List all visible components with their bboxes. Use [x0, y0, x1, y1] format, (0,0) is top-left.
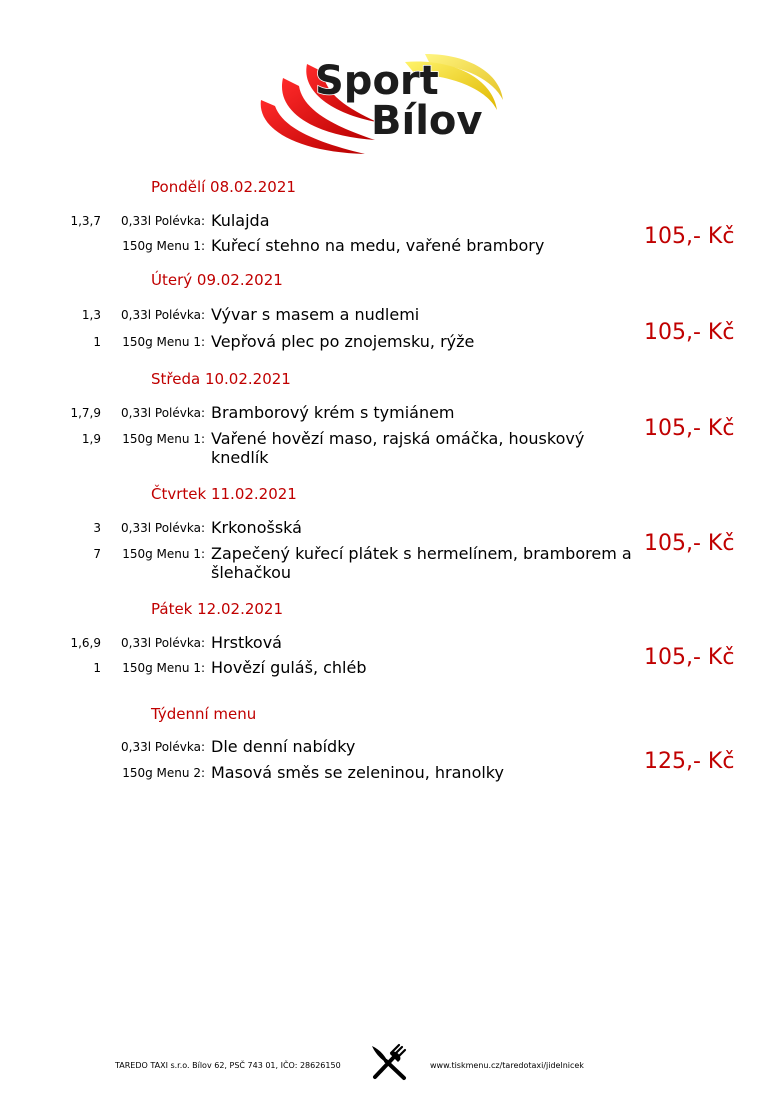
day-title: Čtvrtek 11.02.2021 — [151, 485, 297, 503]
portion-label: 150g Menu 2: — [122, 766, 205, 780]
day-title: Týdenní menu — [151, 705, 257, 723]
portion-label: 0,33l Polévka: — [121, 308, 205, 322]
portion-label: 150g Menu 1: — [122, 661, 205, 675]
allergens: 1,6,9 — [70, 636, 101, 650]
dish-name: Dle denní nabídky — [211, 737, 356, 756]
dish-name: Vepřová plec po znojemsku, rýže — [211, 332, 475, 351]
price: 105,- Kč — [644, 531, 735, 556]
portion-label: 0,33l Polévka: — [121, 214, 205, 228]
dish-name: Vývar s masem a nudlemi — [211, 305, 420, 324]
dish-name: Hrstková — [211, 633, 282, 652]
allergens: 1 — [93, 335, 101, 349]
cutlery-icon — [369, 1043, 409, 1081]
dish-name: Bramborový krém s tymiánem — [211, 403, 455, 422]
portion-label: 150g Menu 1: — [122, 335, 205, 349]
logo-line2: Bílov — [371, 98, 483, 144]
portion-label: 0,33l Polévka: — [121, 406, 205, 420]
portion-label: 150g Menu 1: — [122, 239, 205, 253]
allergens: 3 — [93, 521, 101, 535]
price: 105,- Kč — [644, 224, 735, 249]
dish-name: Kulajda — [211, 211, 270, 230]
allergens: 1 — [93, 661, 101, 675]
day-title: Pátek 12.02.2021 — [151, 600, 284, 618]
logo-line1: Sport — [315, 58, 439, 104]
portion-label: 0,33l Polévka: — [121, 740, 205, 754]
portion-label: 0,33l Polévka: — [121, 636, 205, 650]
footer-website: www.tiskmenu.cz/taredotaxi/jidelnicek — [430, 1061, 584, 1070]
portion-label: 0,33l Polévka: — [121, 521, 205, 535]
dish-name: Masová směs se zeleninou, hranolky — [211, 763, 504, 782]
sport-bilov-logo — [255, 50, 505, 160]
price: 125,- Kč — [644, 749, 735, 774]
allergens: 1,7,9 — [70, 406, 101, 420]
dish-name: Hovězí guláš, chléb — [211, 658, 367, 677]
portion-label: 150g Menu 1: — [122, 432, 205, 446]
day-title: Pondělí 08.02.2021 — [151, 178, 296, 196]
dish-name: Kuřecí stehno na medu, vařené brambory — [211, 236, 545, 255]
allergens: 7 — [93, 547, 101, 561]
portion-label: 150g Menu 1: — [122, 547, 205, 561]
footer-company-info: TAREDO TAXI s.r.o. Bílov 62, PSČ 743 01, IČO: 28626150 — [115, 1061, 341, 1070]
day-title: Úterý 09.02.2021 — [151, 271, 283, 289]
allergens: 1,3 — [81, 308, 101, 322]
price: 105,- Kč — [644, 320, 735, 345]
dish-name: Zapečený kuřecí plátek s hermelínem, bramborem a šlehačkou — [211, 544, 632, 582]
allergens: 1,9 — [81, 432, 101, 446]
price: 105,- Kč — [644, 645, 735, 670]
price: 105,- Kč — [644, 416, 735, 441]
dish-name: Krkonošská — [211, 518, 302, 537]
day-title: Středa 10.02.2021 — [151, 370, 291, 388]
dish-name: Vařené hovězí maso, rajská omáčka, houskový knedlík — [211, 429, 585, 467]
allergens: 1,3,7 — [70, 214, 101, 228]
